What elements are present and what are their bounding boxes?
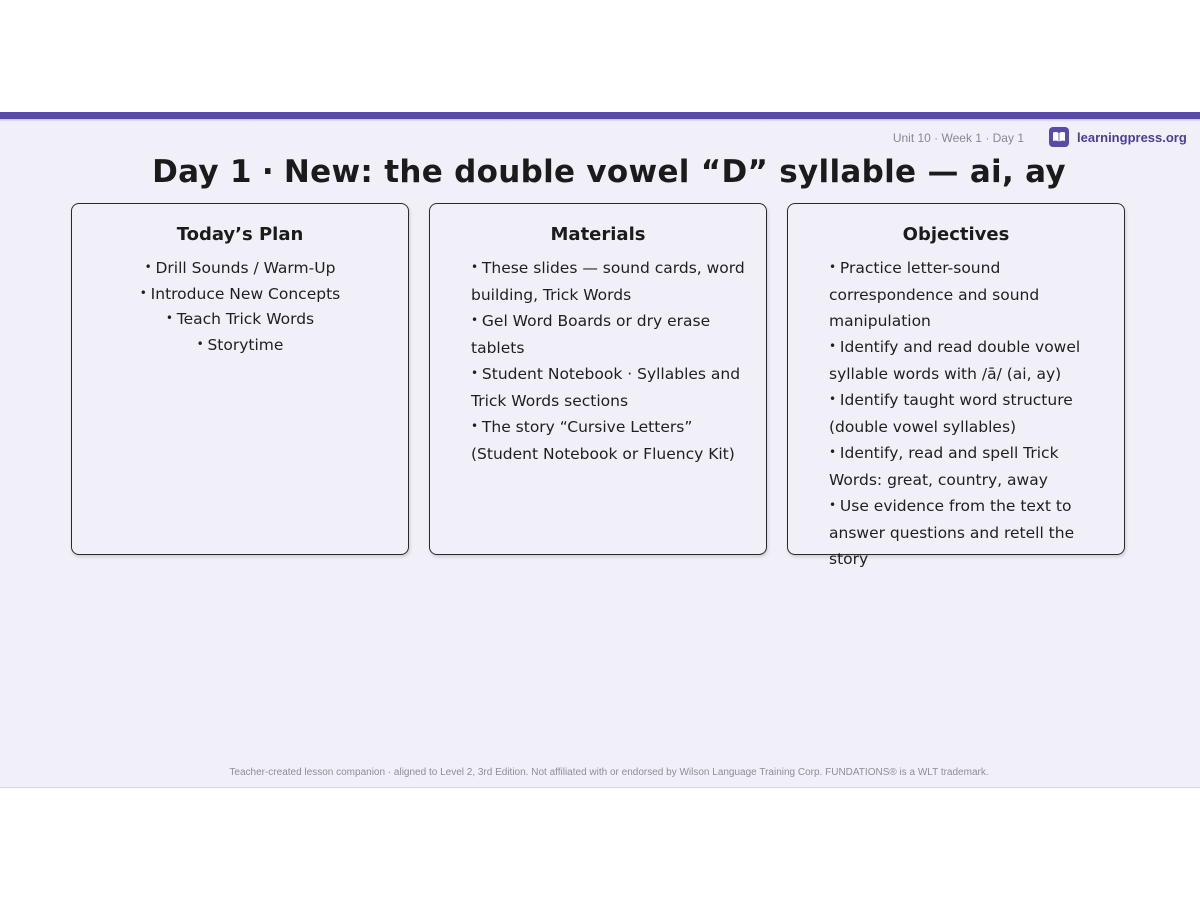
materials-list (471, 255, 746, 467)
objectives-heading: Objectives (902, 224, 1010, 245)
objectives-item: • Identify, read and spell Trick Words: great, country, away (829, 440, 1091, 493)
objectives-item: • Practice letter-sound correspondence and sound manipulation (829, 255, 1091, 334)
materials-item: • Gel Word Boards or dry erase tablets (471, 308, 746, 361)
footer-disclaimer: Teacher-created lesson companion · aligned to Level 2, 3rd Edition. Not affiliated with or endorsed by Wilson Language Training Corp. FUNDATIONS® is a WLT trademark. (229, 767, 989, 778)
book-icon (1049, 127, 1069, 147)
objectives-item: • Identify and read double vowel syllable words with /ā/ (ai, ay) (829, 334, 1091, 387)
plan-item: • Drill Sounds / Warm-Up (72, 256, 408, 282)
materials-item: • These slides — sound cards, word building, Trick Words (471, 255, 746, 308)
materials-heading: Materials (550, 224, 646, 245)
slide-title (0, 154, 1200, 190)
title-topic: New: the double vowel “D” syllable — ai, ay (283, 154, 1066, 190)
materials-card (429, 203, 767, 555)
top-accent-bar (0, 112, 1200, 119)
slide (0, 112, 1200, 788)
top-bar-shadow (0, 119, 1200, 122)
todays-plan-heading: Today’s Plan (176, 224, 304, 245)
title-day: Day 1 (152, 154, 252, 190)
plan-item: • Storytime (72, 333, 408, 359)
objectives-item: • Use evidence from the text to answer questions and retell the story (829, 493, 1091, 572)
plan-item: • Introduce New Concepts (72, 282, 408, 308)
brand-name[interactable]: learningpress.org (1077, 129, 1187, 145)
objectives-card (787, 203, 1125, 568)
todays-plan-list (72, 256, 408, 358)
unit-week-day-label: Unit 10 · Week 1 · Day 1 (892, 131, 1024, 145)
todays-plan-card (71, 203, 409, 555)
objectives-item: • Identify taught word structure (double vowel syllables) (829, 387, 1091, 440)
plan-item: • Teach Trick Words (72, 307, 408, 333)
materials-item: • The story “Cursive Letters” (Student Notebook or Fluency Kit) (471, 414, 746, 467)
objectives-list (829, 255, 1091, 572)
brand[interactable] (1049, 127, 1187, 147)
materials-item: • Student Notebook · Syllables and Trick Words sections (471, 361, 746, 414)
title-separator: · (261, 154, 274, 190)
